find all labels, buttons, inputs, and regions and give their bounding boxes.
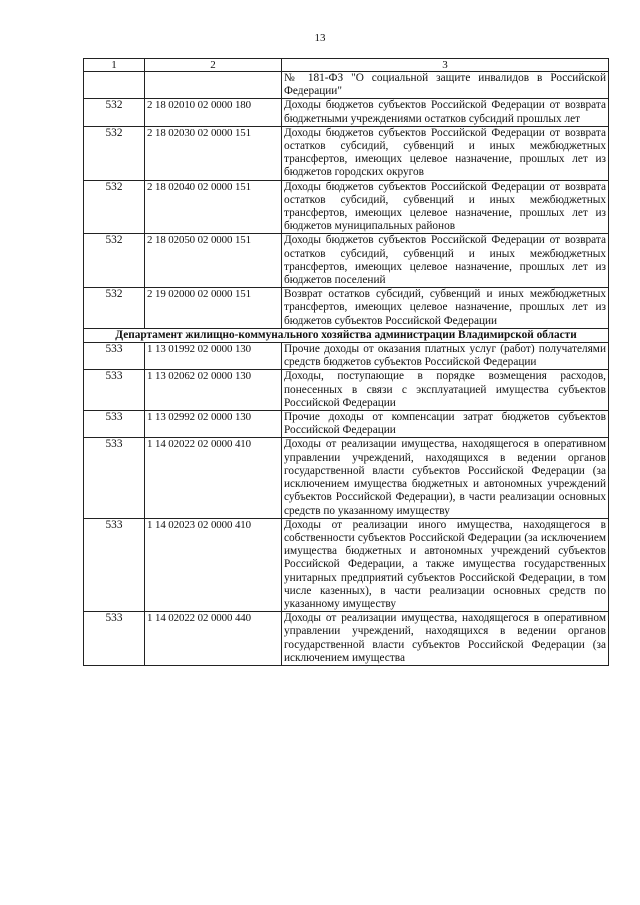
description-cell: Доходы бюджетов субъектов Российской Федерации от возврата остатков субсидий, субвенций и иных межбюджетных трансфертов, имеющих целевое назначение, прошлых лет из бюджетов поселений bbox=[282, 234, 609, 288]
description-cell: Доходы, поступающие в порядке возмещения расходов, понесенных в связи с эксплуатацией имущества субъектов Российской Федерации bbox=[282, 370, 609, 411]
budget-code-cell: 1 13 01992 02 0000 130 bbox=[145, 343, 282, 370]
description-cell: Прочие доходы от оказания платных услуг (работ) получателями средств бюджетов субъектов Российской Федерации bbox=[282, 343, 609, 370]
column-header: 1 bbox=[84, 59, 145, 72]
description-cell: Прочие доходы от компенсации затрат бюджетов субъектов Российской Федерации bbox=[282, 411, 609, 438]
budget-code-cell: 2 19 02000 02 0000 151 bbox=[145, 288, 282, 329]
budget-code-cell: 2 18 02010 02 0000 180 bbox=[145, 99, 282, 126]
table-row bbox=[84, 180, 609, 234]
table-row bbox=[84, 612, 609, 666]
table-row bbox=[84, 288, 609, 329]
table-row bbox=[84, 518, 609, 611]
table-row bbox=[84, 126, 609, 180]
admin-code-cell: 532 bbox=[84, 99, 145, 126]
budget-code-cell: 2 18 02030 02 0000 151 bbox=[145, 126, 282, 180]
budget-code-cell: 1 13 02062 02 0000 130 bbox=[145, 370, 282, 411]
admin-code-cell: 532 bbox=[84, 126, 145, 180]
section-heading: Департамент жилищно-коммунального хозяйства администрации Владимирской области bbox=[84, 328, 609, 342]
table-row bbox=[84, 234, 609, 288]
description-cell: Возврат остатков субсидий, субвенций и иных межбюджетных трансфертов, имеющих целевое назначение, прошлых лет из бюджетов субъектов Российской Федерации bbox=[282, 288, 609, 329]
admin-code-cell: 533 bbox=[84, 343, 145, 370]
admin-code-cell: 533 bbox=[84, 518, 145, 611]
column-header: 3 bbox=[282, 59, 609, 72]
budget-code-cell: 2 18 02040 02 0000 151 bbox=[145, 180, 282, 234]
description-cell: Доходы от реализации имущества, находящегося в оперативном управлении учреждений, находящихся в ведении органов государственной власти субъектов Российской Федерации (за исключением имущества bbox=[282, 612, 609, 666]
admin-code-cell: 532 bbox=[84, 234, 145, 288]
admin-code-cell: 533 bbox=[84, 370, 145, 411]
budget-code-cell: 1 13 02992 02 0000 130 bbox=[145, 411, 282, 438]
table-row bbox=[84, 370, 609, 411]
description-cell: Доходы бюджетов субъектов Российской Федерации от возврата остатков субсидий, субвенций и иных межбюджетных трансфертов, имеющих целевое назначение, прошлых лет из бюджетов городских округов bbox=[282, 126, 609, 180]
table-row bbox=[84, 411, 609, 438]
admin-code-cell: 532 bbox=[84, 180, 145, 234]
admin-code-cell: 532 bbox=[84, 288, 145, 329]
table-row bbox=[84, 99, 609, 126]
admin-code-cell: 533 bbox=[84, 411, 145, 438]
budget-code-cell bbox=[145, 72, 282, 99]
description-cell: Доходы бюджетов субъектов Российской Федерации от возврата остатков субсидий, субвенций и иных межбюджетных трансфертов, имеющих целевое назначение, прошлых лет из бюджетов муниципальных районов bbox=[282, 180, 609, 234]
section-heading-row bbox=[84, 328, 609, 342]
description-cell: № 181-ФЗ "О социальной защите инвалидов в Российской Федерации" bbox=[282, 72, 609, 99]
table-row bbox=[84, 72, 609, 99]
budget-code-cell: 2 18 02050 02 0000 151 bbox=[145, 234, 282, 288]
table-row bbox=[84, 343, 609, 370]
table-header-row bbox=[84, 59, 609, 72]
column-header: 2 bbox=[145, 59, 282, 72]
admin-code-cell: 533 bbox=[84, 438, 145, 518]
table-row bbox=[84, 438, 609, 518]
budget-code-cell: 1 14 02023 02 0000 410 bbox=[145, 518, 282, 611]
admin-code-cell: 533 bbox=[84, 612, 145, 666]
budget-code-cell: 1 14 02022 02 0000 410 bbox=[145, 438, 282, 518]
description-cell: Доходы от реализации иного имущества, находящегося в собственности субъектов Российской Федерации (за исключением имущества бюджетных и автономных учреждений субъектов Российской Федерации, а также имущества государственных унитарных предприятий субъектов Российской Федерации, в том числе казенных), в части реализации основных средств по указанному имуществу bbox=[282, 518, 609, 611]
description-cell: Доходы от реализации имущества, находящегося в оперативном управлении учреждений, находящихся в ведении органов государственной власти субъектов Российской Федерации (за исключением имущества бюджетных и автономных учреждений субъектов Российской Федерации), в части реализации основных средств по указанному имуществу bbox=[282, 438, 609, 518]
revenue-codes-table bbox=[83, 58, 609, 666]
admin-code-cell bbox=[84, 72, 145, 99]
description-cell: Доходы бюджетов субъектов Российской Федерации от возврата бюджетными учреждениями остатков субсидий прошлых лет bbox=[282, 99, 609, 126]
budget-code-cell: 1 14 02022 02 0000 440 bbox=[145, 612, 282, 666]
page-number: 13 bbox=[314, 32, 326, 44]
